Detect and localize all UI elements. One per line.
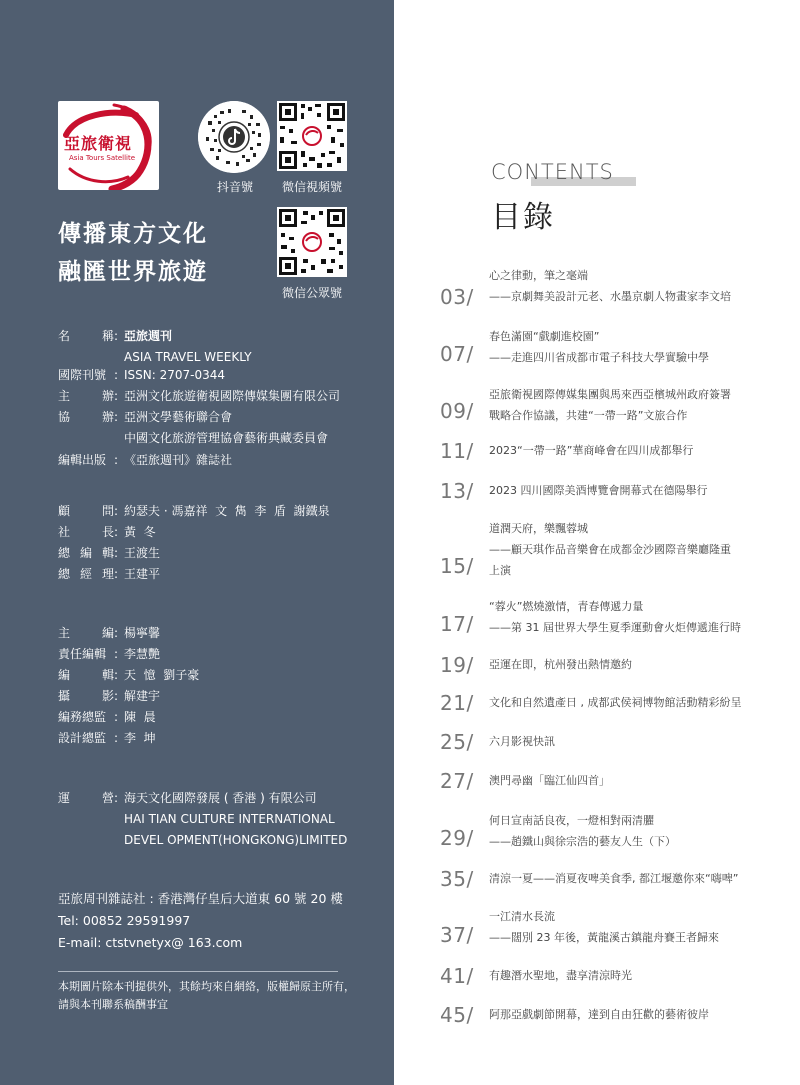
credit-row: 責任編輯 : 李慧艷 xyxy=(58,647,161,661)
credit-row: 主 編 : 楊寧馨 xyxy=(58,626,161,640)
toc-title-line: 道潤天府，樂飄蓉城 xyxy=(489,522,588,535)
toc-page-number: 03/ xyxy=(440,285,474,309)
credit-row: 社 長 : 黃 冬 xyxy=(58,525,156,539)
logo-english-text: Asia Tours Satellite xyxy=(68,154,136,162)
toc-page-number: 13/ xyxy=(440,479,474,503)
toc-title-line: 有趣潛水聖地，盡享清涼時光 xyxy=(489,969,632,982)
toc-title xyxy=(489,810,764,852)
credit-key: 設計總監 xyxy=(58,731,107,745)
toc-page-number: 35/ xyxy=(440,867,474,891)
toc-title xyxy=(489,518,764,581)
toc-title xyxy=(489,770,764,791)
credit-row: 總 編 輯 : 王渡生 xyxy=(58,546,161,560)
toc-title xyxy=(489,265,764,307)
issn-value: ISSN: 2707-0344 xyxy=(124,368,226,382)
credit-row: 設計總監 : 李 坤 xyxy=(58,731,156,745)
wechat-public-qr[interactable] xyxy=(277,207,347,277)
responsible-editor-value: 李慧艷 xyxy=(124,647,161,661)
operation-info xyxy=(58,789,347,852)
publication-info xyxy=(58,327,340,472)
credit-key: 運 營 xyxy=(58,791,114,805)
president-value: 黃 冬 xyxy=(124,525,156,539)
toc-page-number: 25/ xyxy=(440,730,474,754)
toc-title xyxy=(489,384,764,426)
operator-value: 海天文化國際發展 ( 香港 ) 有限公司 xyxy=(124,791,317,805)
credit-row: 協 辦 : 亞洲文學藝術聯合會 xyxy=(58,410,233,424)
publication-name-en: ASIA TRAVEL WEEKLY xyxy=(124,350,252,364)
slogan-line-1: 傳播東方文化 xyxy=(58,221,208,247)
toc-title-line: 2023 四川國際美酒博覽會開幕式在德陽舉行 xyxy=(489,484,708,497)
toc-title-line: 文化和自然遺產日 , 成都武侯祠博物館活動精彩紛呈 xyxy=(489,696,742,709)
editorial-director-value: 陳 晨 xyxy=(124,710,156,724)
toc-title xyxy=(489,692,764,713)
chief-editor-value: 楊寧馨 xyxy=(124,626,161,640)
douyin-label: 抖音號 xyxy=(216,180,253,194)
management-info xyxy=(58,502,330,586)
credit-key: 主 編 xyxy=(58,626,114,640)
toc-title xyxy=(489,965,764,986)
toc-page-number: 15/ xyxy=(440,554,474,578)
toc-title xyxy=(489,731,764,752)
toc-title-line: 何日宣南話良夜，一燈相對兩清臞 xyxy=(489,814,654,827)
credit-key: 社 長 xyxy=(58,525,114,539)
toc-title-line: ——趙鐵山與徐宗浩的藝友人生（下） xyxy=(489,835,676,848)
credit-key: 顧 問 xyxy=(58,504,114,518)
cohost-value: 亞洲文學藝術聯合會 xyxy=(124,410,233,424)
credit-row: 國際刊號 : ISSN: 2707-0344 xyxy=(58,368,226,382)
toc-title-line: ——顧天琪作品音樂會在成都金沙國際音樂廳隆重 xyxy=(489,543,731,556)
credit-row: 名 稱 : 亞旅週刊 xyxy=(58,329,173,343)
toc-page-number: 29/ xyxy=(440,826,474,850)
publisher-value: 《亞旅週刊》雜誌社 xyxy=(124,453,233,467)
douyin-code[interactable] xyxy=(198,101,270,173)
operator-en-1: HAI TIAN CULTURE INTERNATIONAL xyxy=(124,812,335,826)
credit-key: 攝 影 xyxy=(58,689,114,703)
toc-page-number: 07/ xyxy=(440,342,474,366)
toc-title-line: 澳門尋幽「臨江仙四首」 xyxy=(489,774,610,787)
credit-row: 編 輯 : 天 憶 劉子豪 xyxy=(58,668,200,682)
toc-title-line: 戰略合作協議，共建“一帶一路”文旅合作 xyxy=(489,409,688,422)
copyright-line-2: 請與本刊聯系稿酬事宜 xyxy=(58,998,168,1011)
copyright-note xyxy=(58,978,358,1014)
toc-page-number: 21/ xyxy=(440,691,474,715)
credit-key: 國際刊號 xyxy=(58,368,107,382)
toc-title-line: ——闊別 23 年後，黃龍溪古鎮龍舟賽王者歸來 xyxy=(489,931,719,944)
toc-title-line: 一江清水長流 xyxy=(489,910,555,923)
contact-info xyxy=(58,890,343,956)
credit-key: 協 辦 xyxy=(58,410,114,424)
credit-row: 主 辦 : 亞洲文化旅遊衛視國際傳媒集團有限公司 xyxy=(58,389,341,403)
general-manager-value: 王建平 xyxy=(124,567,161,581)
toc-title-line: ——第 31 屆世界大學生夏季運動會火炬傳遞進行時 xyxy=(489,621,741,634)
advisors-value: 約瑟夫 · 馮嘉祥 文 雋 李 盾 謝鐵泉 xyxy=(124,504,330,518)
toc-title-line: 2023“一帶一路”華商峰會在四川成都舉行 xyxy=(489,444,694,457)
editorial-info xyxy=(58,624,199,750)
toc-title-line: 亞運在即，杭州發出熱情邀約 xyxy=(489,658,632,671)
editor-in-chief-value: 王渡生 xyxy=(124,546,161,560)
wechat-video-qr[interactable] xyxy=(277,101,347,171)
credit-key: 總 經 理 xyxy=(58,567,114,581)
toc-title xyxy=(489,480,764,501)
copyright-line-1: 本期圖片除本刊提供外，其餘均來自網絡，版權歸原主所有， xyxy=(58,980,355,993)
credit-key: 主 辦 xyxy=(58,389,114,403)
address-text: 亞旅周刊雜誌社 : 香港灣仔皇后大道東 60 號 20 樓 xyxy=(58,891,343,906)
toc-title-line: 亞旅衛視國際傳媒集團與馬來西亞檳城州政府簽署 xyxy=(489,388,731,401)
toc-page-number: 45/ xyxy=(440,1003,474,1027)
cohost-value-2: 中國文化旅游管理協會藝術典藏委員會 xyxy=(124,431,329,445)
host-value: 亞洲文化旅遊衛視國際傳媒集團有限公司 xyxy=(124,389,341,403)
toc-title xyxy=(489,326,764,368)
toc-title-line: 阿那亞戲劇節開幕，達到自由狂歡的藝術彼岸 xyxy=(489,1008,709,1021)
credit-key: 編 輯 xyxy=(58,668,114,682)
divider xyxy=(58,971,338,972)
logo-chinese-text: 亞旅衛視 xyxy=(63,134,132,153)
operator-en-2: DEVEL OPMENT(HONGKONG)LIMITED xyxy=(124,833,348,847)
editors-value: 天 憶 劉子豪 xyxy=(124,668,200,682)
publication-name: 亞旅週刊 xyxy=(124,329,173,343)
credit-row: 攝 影 : 解建宇 xyxy=(58,689,161,703)
toc-title-line: ——京劇舞美設計元老、水墨京劇人物畫家李文培 xyxy=(489,290,731,303)
toc-page-number: 17/ xyxy=(440,612,474,636)
credit-row: 總 經 理 : 王建平 xyxy=(58,567,161,581)
masthead-panel xyxy=(0,0,394,1085)
douyin-qr-icon xyxy=(198,101,270,173)
credit-key: 名 稱 xyxy=(58,329,114,343)
toc-page-number: 11/ xyxy=(440,439,474,463)
toc-title-line: 六月影視快訊 xyxy=(489,735,555,748)
design-director-value: 李 坤 xyxy=(124,731,156,745)
toc-title xyxy=(489,1004,764,1025)
toc-title xyxy=(489,654,764,675)
credit-row: 編輯出版 : 《亞旅週刊》雜誌社 xyxy=(58,453,233,467)
credit-key: 編務總監 xyxy=(58,710,107,724)
toc-page-number: 19/ xyxy=(440,653,474,677)
credit-row: 編務總監 : 陳 晨 xyxy=(58,710,156,724)
tel-text: Tel: 00852 29591997 xyxy=(58,913,191,928)
contents-title-en: CONTENTS xyxy=(491,160,614,184)
toc-title-line: “蓉火”燃燒激情，青春傳遞力量 xyxy=(489,600,644,613)
toc-title-line: 清涼一夏——消夏夜啤美食季, 都江堰邀你來“嗨啤” xyxy=(489,872,739,885)
qr-code-icon xyxy=(277,207,347,277)
credit-key: 責任編輯 xyxy=(58,647,107,661)
toc-title xyxy=(489,868,764,889)
photography-value: 解建宇 xyxy=(124,689,161,703)
toc-page-number: 41/ xyxy=(440,964,474,988)
toc-page-number: 27/ xyxy=(440,769,474,793)
toc-title xyxy=(489,906,764,948)
toc-title xyxy=(489,596,764,638)
toc-title-line: 上演 xyxy=(489,564,511,577)
toc-page-number: 37/ xyxy=(440,923,474,947)
toc-title xyxy=(489,440,764,461)
credit-key: 編輯出版 xyxy=(58,453,107,467)
toc-page-number: 09/ xyxy=(440,399,474,423)
credit-row: 運 營 : 海天文化國際發展 ( 香港 ) 有限公司 xyxy=(58,791,317,805)
wechat-video-label: 微信視頻號 xyxy=(281,180,342,194)
credit-row: 顧 問 : 約瑟夫 · 馮嘉祥 文 雋 李 盾 謝鐵泉 xyxy=(58,504,330,518)
brand-logo xyxy=(58,101,159,190)
wechat-public-label: 微信公眾號 xyxy=(281,286,342,300)
toc-title-line: ——走進四川省成都市電子科技大學實驗中學 xyxy=(489,351,709,364)
email-text: E-mail: ctstvnetyx@ 163.com xyxy=(58,935,243,950)
toc-title-line: 心之律動，筆之毫端 xyxy=(489,269,588,282)
slogan-line-2: 融匯世界旅遊 xyxy=(58,259,208,285)
toc-title-line: 春色滿園“戲劇進校園” xyxy=(489,330,600,343)
credit-key: 總 編 輯 xyxy=(58,546,114,560)
qr-code-icon xyxy=(277,101,347,171)
contents-title-cn: 目錄 xyxy=(491,200,555,235)
